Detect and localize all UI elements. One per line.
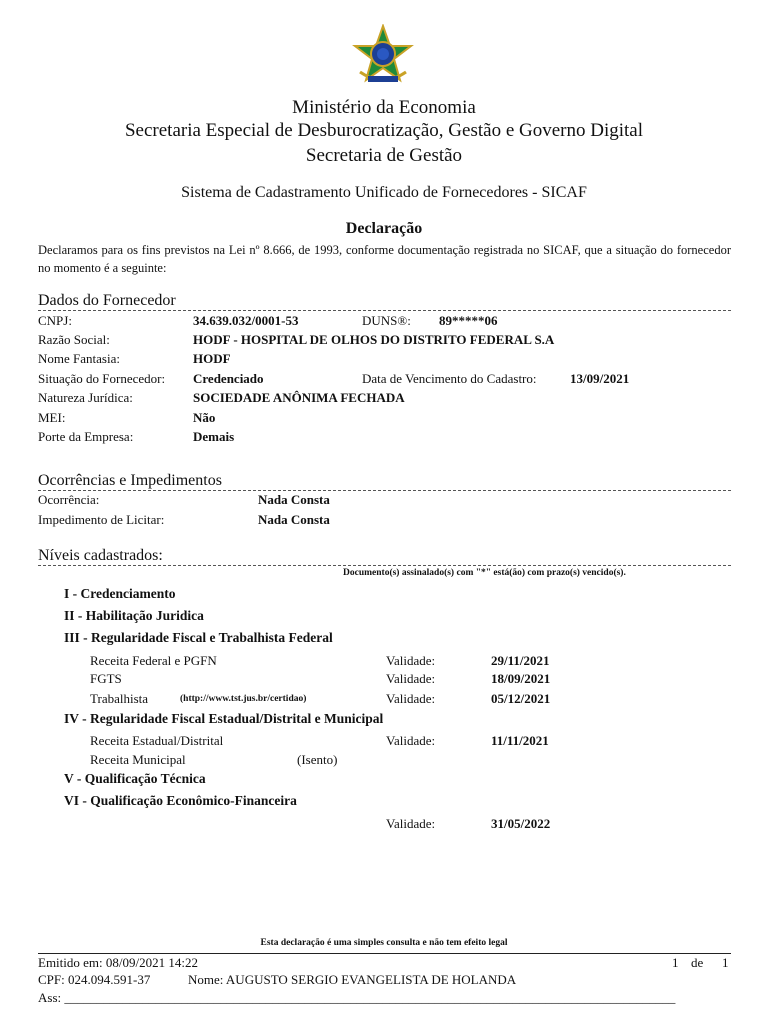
porte-label: Porte da Empresa: bbox=[38, 429, 134, 444]
item-name: FGTS bbox=[90, 671, 122, 686]
item-validade-label: Validade: bbox=[386, 671, 436, 686]
nivel-qualificacao-economica: VI - Qualificação Econômico-Financeira bbox=[64, 793, 297, 808]
trabalhista-link[interactable]: (http://www.tst.jus.br/certidao) bbox=[180, 694, 307, 704]
cnpj-value: 34.639.032/0001-53 bbox=[193, 313, 299, 328]
nivel-fiscal-estadual: IV - Regularidade Fiscal Estadual/Distrital e Municipal bbox=[64, 711, 384, 726]
cpf: CPF: 024.094.591-37 bbox=[38, 972, 151, 987]
section-niveis: Níveis cadastrados: bbox=[38, 547, 163, 564]
page-de: de bbox=[691, 955, 704, 970]
nivel-fiscal-federal: III - Regularidade Fiscal e Trabalhista Federal bbox=[64, 630, 333, 645]
item-validade-date: 31/05/2022 bbox=[491, 816, 551, 831]
item-name: Receita Federal e PGFN bbox=[90, 653, 217, 668]
assinatura-line: Ass: ______________________________________________________________________________________________ bbox=[38, 990, 676, 1005]
header-ministerio: Ministério da Economia bbox=[292, 97, 476, 118]
niveis-note: Documento(s) assinalado(s) com "*" está(ão) com prazo(s) vencido(s). bbox=[343, 568, 626, 578]
fantasia-value: HODF bbox=[193, 351, 231, 366]
disclaimer: Esta declaração é uma simples consulta e não tem efeito legal bbox=[260, 938, 508, 948]
brasao-emblem bbox=[350, 24, 416, 90]
item-validade-label: Validade: bbox=[386, 816, 436, 831]
item-validade-date: 18/09/2021 bbox=[491, 671, 551, 686]
divider bbox=[38, 310, 731, 311]
razao-label: Razão Social: bbox=[38, 332, 110, 347]
item-name: Receita Estadual/Distrital bbox=[90, 733, 224, 748]
divider bbox=[38, 490, 731, 491]
divider bbox=[38, 565, 731, 566]
item-validade-label: Validade: bbox=[386, 653, 436, 668]
vencimento-value: 13/09/2021 bbox=[570, 371, 630, 386]
duns-value: 89*****06 bbox=[439, 313, 498, 328]
page-number: 1 bbox=[672, 955, 679, 970]
impedimento-value: Nada Consta bbox=[258, 512, 330, 527]
situacao-label: Situação do Fornecedor: bbox=[38, 371, 166, 386]
ocorrencia-value: Nada Consta bbox=[258, 492, 330, 507]
vencimento-label: Data de Vencimento do Cadastro: bbox=[362, 371, 537, 386]
fantasia-label: Nome Fantasia: bbox=[38, 351, 120, 366]
natureza-value: SOCIEDADE ANÔNIMA FECHADA bbox=[193, 390, 405, 405]
footer-rule bbox=[38, 953, 731, 954]
item-validade-date: 05/12/2021 bbox=[491, 691, 551, 706]
nivel-credenciamento: I - Credenciamento bbox=[64, 586, 176, 601]
item-name: Receita Municipal bbox=[90, 752, 186, 767]
page-total: 1 bbox=[722, 955, 729, 970]
duns-label: DUNS®: bbox=[362, 313, 411, 328]
item-name: Trabalhista bbox=[90, 691, 149, 706]
doc-title: Declaração bbox=[345, 220, 423, 237]
nome: Nome: AUGUSTO SERGIO EVANGELISTA DE HOLANDA bbox=[188, 972, 517, 987]
nivel-qualificacao-tecnica: V - Qualificação Técnica bbox=[64, 771, 206, 786]
header-secretaria-gestao: Secretaria de Gestão bbox=[305, 145, 463, 166]
natureza-label: Natureza Jurídica: bbox=[38, 390, 133, 405]
mei-label: MEI: bbox=[38, 410, 66, 425]
impedimento-label: Impedimento de Licitar: bbox=[38, 512, 165, 527]
section-dados-fornecedor: Dados do Fornecedor bbox=[38, 292, 176, 309]
item-validade-date: 11/11/2021 bbox=[491, 733, 549, 748]
item-validade-date: 29/11/2021 bbox=[491, 653, 550, 668]
item-validade-label: Validade: bbox=[386, 691, 436, 706]
intro-text: Declaramos para os fins previstos na Lei nº 8.666, de 1993, conforme documentação registrada no SICAF, que a situação do fornecedor no momento é a seguinte: bbox=[38, 243, 731, 275]
nivel-habilitacao: II - Habilitação Juridica bbox=[64, 608, 204, 623]
item-isento: (Isento) bbox=[297, 752, 338, 767]
item-validade-label: Validade: bbox=[386, 733, 436, 748]
ocorrencia-label: Ocorrência: bbox=[38, 492, 100, 507]
cnpj-label: CNPJ: bbox=[38, 313, 72, 328]
emitido-em: Emitido em: 08/09/2021 14:22 bbox=[38, 955, 198, 970]
situacao-value: Credenciado bbox=[193, 371, 264, 386]
mei-value: Não bbox=[193, 410, 216, 425]
system-name: Sistema de Cadastramento Unificado de Fornecedores - SICAF bbox=[181, 184, 587, 201]
razao-value: HODF - HOSPITAL DE OLHOS DO DISTRITO FEDERAL S.A bbox=[193, 332, 555, 347]
section-ocorrencias: Ocorrências e Impedimentos bbox=[38, 472, 222, 489]
porte-value: Demais bbox=[193, 429, 235, 444]
header-secretaria-especial: Secretaria Especial de Desburocratização, Gestão e Governo Digital bbox=[124, 120, 644, 141]
